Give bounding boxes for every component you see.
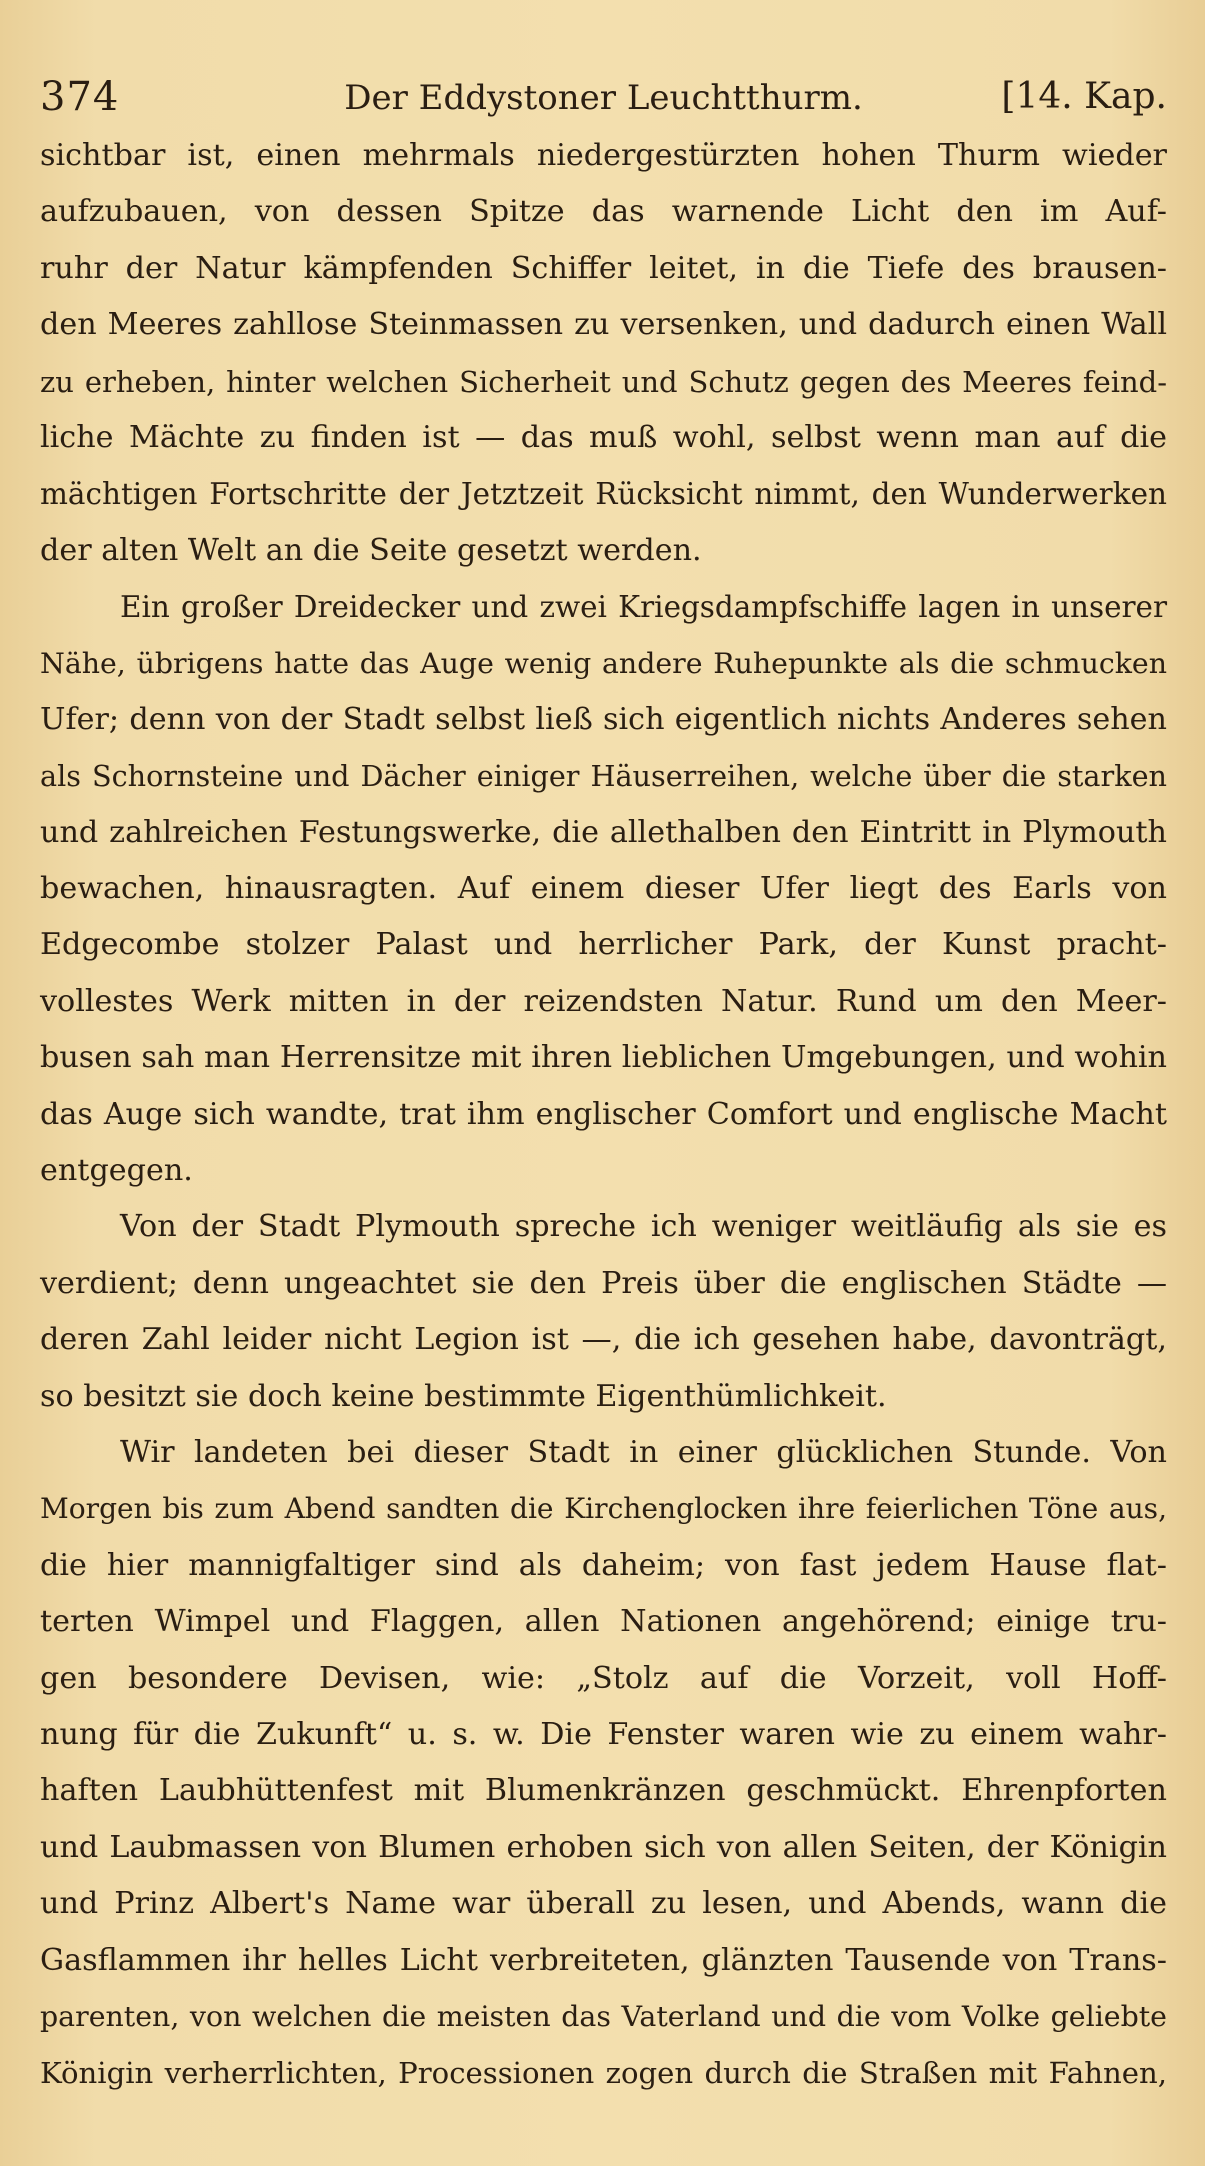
text-line: zu erheben, hinter welchen Sicherheit und Schutz gegen des Meeres feind-	[40, 364, 1167, 399]
text-line: verdient; denn ungeachtet sie den Preis über die englischen Städte —	[40, 1265, 1167, 1301]
text-line: das Auge sich wandte, trat ihm englischer Comfort und englische Macht	[40, 1096, 1167, 1132]
text-line: Königin verherrlichten, Processionen zogen durch die Straßen mit Fahnen,	[40, 2056, 1167, 2091]
text-line: und Prinz Albert's Name war überall zu lesen, und Abends, wann die	[40, 1886, 1167, 1922]
text-line: der alten Welt an die Seite gesetzt werden.	[40, 532, 702, 568]
running-title: Der Eddystoner Leuchtthurm.	[344, 78, 863, 118]
page-header	[40, 74, 1167, 124]
text-line: Morgen bis zum Abend sandten die Kirchenglocken ihre feierlichen Töne aus,	[40, 1492, 1167, 1526]
text-line: als Schornsteine und Dächer einiger Häuserreihen, welche über die starken	[40, 759, 1167, 794]
text-line: so besitzt sie doch keine bestimmte Eigenthümlichkeit.	[40, 1378, 887, 1414]
text-line: mächtigen Fortschritte der Jetztzeit Rücksicht nimmt, den Wunderwerken	[40, 477, 1167, 512]
text-line: Von der Stadt Plymouth spreche ich weniger weitläufig als sie es	[120, 1209, 1167, 1245]
text-line: gen besondere Devisen, wie: „Stolz auf die Vorzeit, voll Hoff-	[40, 1660, 1167, 1696]
chapter-reference: [14. Kap.	[1001, 76, 1167, 117]
text-line: sichtbar ist, einen mehrmals niedergestürzten hohen Thurm wieder	[40, 138, 1167, 173]
page-number: 374	[40, 74, 120, 120]
text-line: Nähe, übrigens hatte das Auge wenig andere Ruhepunkte als die schmucken	[40, 646, 1167, 680]
text-line: parenten, von welchen die meisten das Vaterland und die vom Volke geliebte	[40, 1999, 1167, 2033]
text-line: ruhr der Natur kämpfenden Schiffer leitet, in die Tiefe des brausen-	[40, 250, 1167, 286]
text-line: Ein großer Dreidecker und zwei Kriegsdampfschiffe lagen in unserer	[120, 590, 1167, 625]
text-line: deren Zahl leider nicht Legion ist —, die ich gesehen habe, davonträgt,	[40, 1322, 1167, 1358]
text-line: Gasflammen ihr helles Licht verbreiteten, glänzten Tausende von Trans-	[40, 1942, 1167, 1978]
text-line: busen sah man Herrensitze mit ihren lieblichen Umgebungen, und wohin	[40, 1040, 1167, 1076]
text-line: haften Laubhüttenfest mit Blumenkränzen geschmückt. Ehrenpforten	[40, 1773, 1167, 1809]
text-line: bewachen, hinausragten. Auf einem dieser Ufer liegt des Earls von	[40, 871, 1167, 907]
text-line: terten Wimpel und Flaggen, allen Nationen angehörend; einige tru-	[40, 1604, 1167, 1640]
text-line: Ufer; denn von der Stadt selbst ließ sich eigentlich nichts Anderes sehen	[40, 701, 1167, 737]
text-line: entgegen.	[40, 1153, 193, 1189]
text-line: den Meeres zahllose Steinmassen zu versenken, und dadurch einen Wall	[40, 307, 1167, 343]
text-line: Edgecombe stolzer Palast und herrlicher Park, der Kunst pracht-	[40, 927, 1167, 963]
text-line: die hier mannigfaltiger sind als daheim; von fast jedem Hause flat-	[40, 1547, 1167, 1583]
text-line: liche Mächte zu finden ist — das muß wohl, selbst wenn man auf die	[40, 419, 1167, 455]
text-line: und zahlreichen Festungswerke, die allethalben den Eintritt in Plymouth	[40, 814, 1167, 850]
text-line: vollestes Werk mitten in der reizendsten Natur. Rund um den Meer-	[40, 983, 1167, 1019]
text-line: nung für die Zukunft“ u. s. w. Die Fenster waren wie zu einem wahr-	[40, 1716, 1167, 1752]
text-line: aufzubauen, von dessen Spitze das warnende Licht den im Auf-	[40, 194, 1167, 230]
text-line: Wir landeten bei dieser Stadt in einer glücklichen Stunde. Von	[120, 1434, 1167, 1470]
text-line: und Laubmassen von Blumen erhoben sich von allen Seiten, der Königin	[40, 1829, 1167, 1865]
body-text	[40, 128, 1167, 2102]
